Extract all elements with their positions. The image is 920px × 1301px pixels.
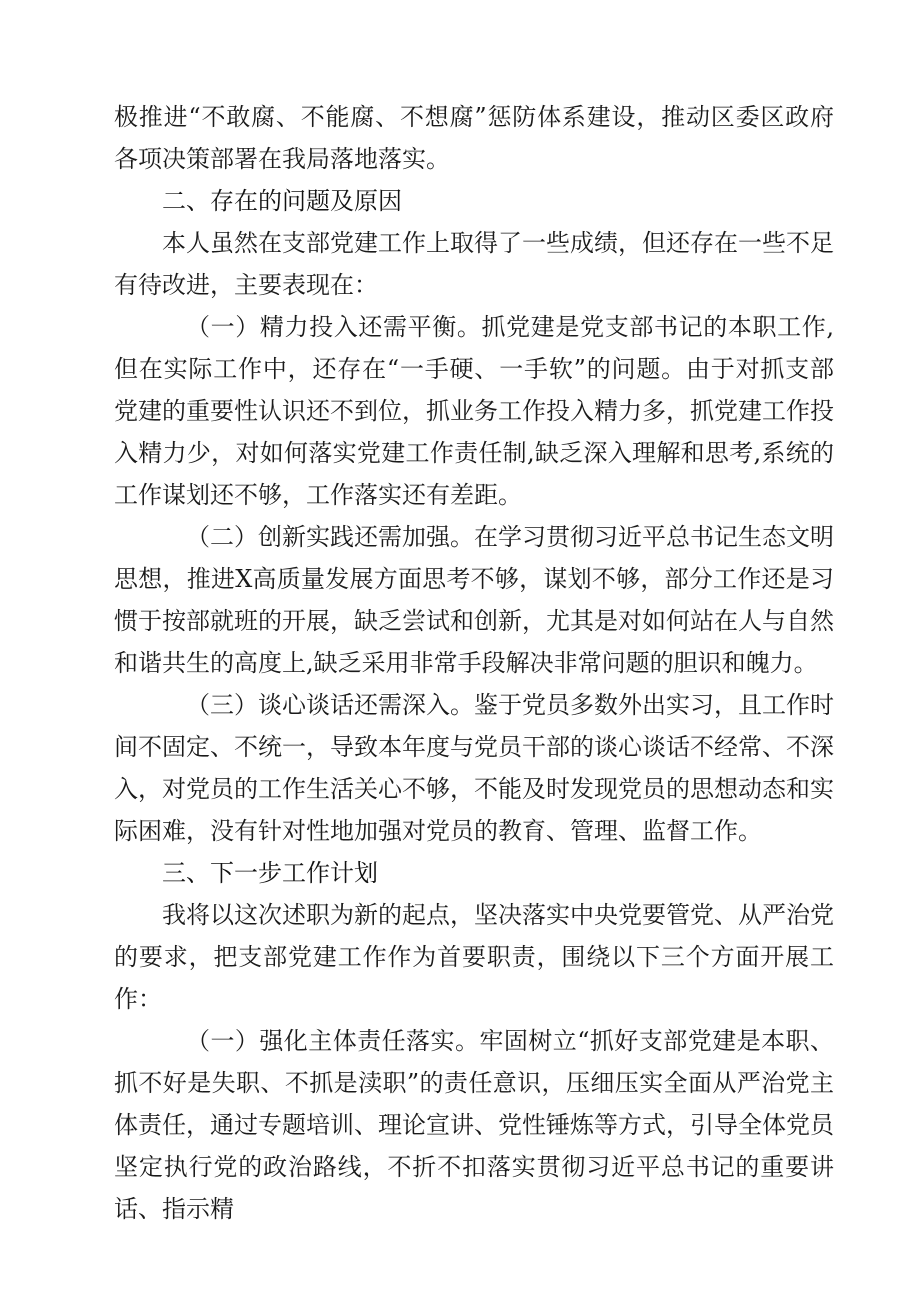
section-heading-problems: 二、存在的问题及原因 [162,187,402,215]
paragraph-problem-3: （三）谈心谈话还需深入。鉴于党员多数外出实习，且工作时间不固定、不统一，导致本年度与党员干部的谈心谈话不经常、不深入，对党员的工作生活关心不够，不能及时发现党员的思想动态和实际困难，没有针对性地加强对党员的教育、管理、监督工作。 [114,691,834,845]
paragraph-continuation: 极推进“不敢腐、不能腐、不想腐”惩防体系建设，推动区委区政府各项决策部署在我局落地落实。 [114,103,834,173]
paragraph-problems-intro: 本人虽然在支部党建工作上取得了一些成绩，但还存在一些不足有待改进，主要表现在： [114,229,834,299]
paragraph-plan-1: （一）强化主体责任落实。牢固树立“抓好支部党建是本职、抓不好是失职、不抓是渎职”的责任意识，压细压实全面从严治党主体责任，通过专题培训、理论宣讲、党性锤炼等方式，引导全体党员坚定执行党的政治路线，不折不扣落实贯彻习近平总书记的重要讲话、指示精 [114,1027,834,1223]
paragraph-plan-intro: 我将以这次述职为新的起点，坚决落实中央党要管党、从严治党的要求，把支部党建工作作为首要职责，围绕以下三个方面开展工作： [114,901,834,1013]
document-body [114,96,834,1230]
paragraph-problem-1: （一）精力投入还需平衡。抓党建是党支部书记的本职工作,但在实际工作中，还存在“一手硬、一手软”的问题。由于对抓支部党建的重要性认识还不到位，抓业务工作投入精力多，抓党建工作投入精力少，对如何落实党建工作责任制,缺乏深入理解和思考,系统的工作谋划还不够，工作落实还有差距。 [114,313,834,509]
section-heading-next-plan: 三、下一步工作计划 [162,859,378,887]
paragraph-problem-2: （二）创新实践还需加强。在学习贯彻习近平总书记生态文明思想，推进X高质量发展方面思考不够，谋划不够，部分工作还是习惯于按部就班的开展，缺乏尝试和创新，尤其是对如何站在人与自然和谐共生的高度上,缺乏采用非常手段解决非常问题的胆识和魄力。 [114,523,834,677]
